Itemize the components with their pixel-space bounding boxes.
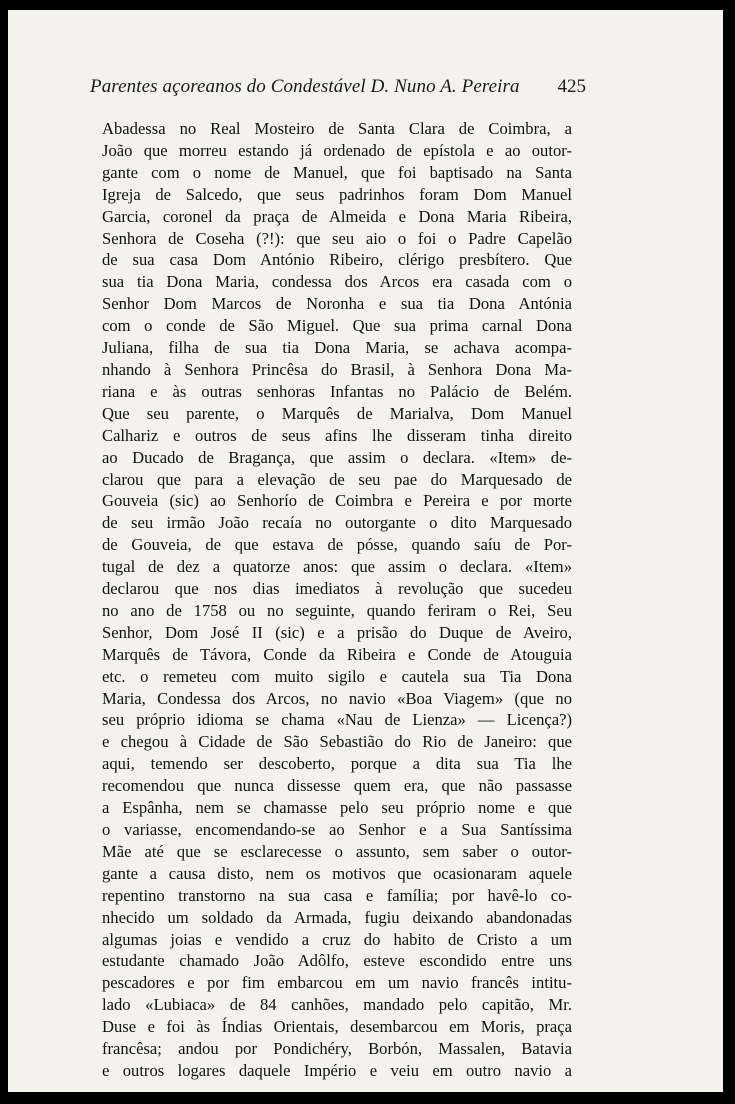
page-header xyxy=(90,76,586,98)
text-line: Maria, Condessa dos Arcos, no navio «Boa Viagem» (que no xyxy=(102,688,572,708)
text-line: clarou que para a elevação de seu pae do Marquesado de xyxy=(102,469,572,489)
text-line: de Gouveia, de que estava de pósse, quando saíu de Por- xyxy=(102,535,572,555)
text-line: Gouveia (sic) ao Senhorío de Coimbra e Pereira e por morte xyxy=(102,491,572,511)
text-line: e chegou à Cidade de São Sebastião do Rio de Janeiro: que xyxy=(102,732,572,752)
text-line: a Espânha, nem se chamasse pelo seu próprio nome e que xyxy=(102,798,572,818)
text-line: seu próprio idioma se chama «Nau de Lienza» — Licença?) xyxy=(102,710,572,730)
text-line: e outros logares daquele Império e veiu em outro navio a xyxy=(102,1060,572,1080)
scan-border xyxy=(723,0,735,1104)
text-line: tugal de dez a quatorze anos: que assim o declara. «Item» xyxy=(102,557,572,577)
text-line: Mãe até que se esclarecesse o assunto, sem saber o outor- xyxy=(102,841,572,861)
text-line: Senhora de Coseha (?!): que seu aio o foi o Padre Capelão xyxy=(102,228,572,248)
text-line: nhecido um soldado da Armada, fugiu deixando abandonadas xyxy=(102,907,572,927)
text-line: declarou que nos dias imediatos à revolução que sucedeu xyxy=(102,579,572,599)
text-line: Que seu parente, o Marquês de Marialva, Dom Manuel xyxy=(102,403,572,423)
text-line: lado «Lubiaca» de 84 canhões, mandado pelo capitão, Mr. xyxy=(102,995,572,1015)
text-line: aqui, temendo ser descoberto, porque a dita sua Tia lhe xyxy=(102,754,572,774)
text-line: gante com o nome de Manuel, que foi baptisado na Santa xyxy=(102,162,572,182)
text-line: de seu irmão João recaía no outorgante o dito Marquesado xyxy=(102,513,572,533)
text-line: etc. o remeteu com muito sigilo e cautela sua Tia Dona xyxy=(102,666,572,686)
text-line: Senhor, Dom José II (sic) e a prisão do Duque de Aveiro, xyxy=(102,622,572,642)
text-line: Juliana, filha de sua tia Dona Maria, se achava acompa- xyxy=(102,338,572,358)
text-line: Senhor Dom Marcos de Noronha e sua tia Dona Antónia xyxy=(102,294,572,314)
text-line: João que morreu estando já ordenado de epístola e ao outor- xyxy=(102,140,572,160)
text-line: Garcia, coronel da praça de Almeida e Dona Maria Ribeira, xyxy=(102,206,572,226)
running-head: Parentes açoreanos do Condestável D. Nuno A. Pereira xyxy=(90,76,520,97)
text-line: de sua casa Dom António Ribeiro, clérigo presbítero. Que xyxy=(102,250,572,270)
text-line: francêsa; andou por Pondichéry, Borbón, Massalen, Batavia xyxy=(102,1039,572,1059)
text-line: nhando à Senhora Princêsa do Brasil, à Senhora Dona Ma- xyxy=(102,359,572,379)
text-line: gante a causa disto, nem os motivos que ocasionaram aquele xyxy=(102,863,572,883)
body-text xyxy=(102,118,572,1082)
text-line: repentino transtorno na sua casa e família; por havê-lo co- xyxy=(102,885,572,905)
text-line: estudante chamado João Adôlfo, esteve escondido entre uns xyxy=(102,951,572,971)
text-line: Calhariz e outros de seus afins lhe disseram tinha direito xyxy=(102,425,572,445)
text-line: Duse e foi às Índias Orientais, desembarcou em Moris, praça xyxy=(102,1017,572,1037)
text-line: pescadores e por fim embarcou em um navio francês intitu- xyxy=(102,973,572,993)
text-line: ao Ducado de Bragança, que assim o declara. «Item» de- xyxy=(102,447,572,467)
text-line: sua tia Dona Maria, condessa dos Arcos era casada com o xyxy=(102,272,572,292)
text-line: riana e às outras senhoras Infantas no Palácio de Belém. xyxy=(102,381,572,401)
page-number: 425 xyxy=(557,76,586,97)
text-line: Abadessa no Real Mosteiro de Santa Clara de Coimbra, a xyxy=(102,119,572,138)
text-line: recomendou que nunca dissesse quem era, que não passasse xyxy=(102,776,572,796)
text-line: com o conde de São Miguel. Que sua prima carnal Dona xyxy=(102,316,572,336)
text-line: Marquês de Távora, Conde da Ribeira e Conde de Atouguia xyxy=(102,644,572,664)
text-line: Igreja de Salcedo, que seus padrinhos foram Dom Manuel xyxy=(102,184,572,204)
text-line: no ano de 1758 ou no seguinte, quando feriram o Rei, Seu xyxy=(102,600,572,620)
text-line: algumas joias e vendido a cruz do habito de Cristo a um xyxy=(102,929,572,949)
text-line: o variasse, encomendando-se ao Senhor e a Sua Santíssima xyxy=(102,820,572,839)
